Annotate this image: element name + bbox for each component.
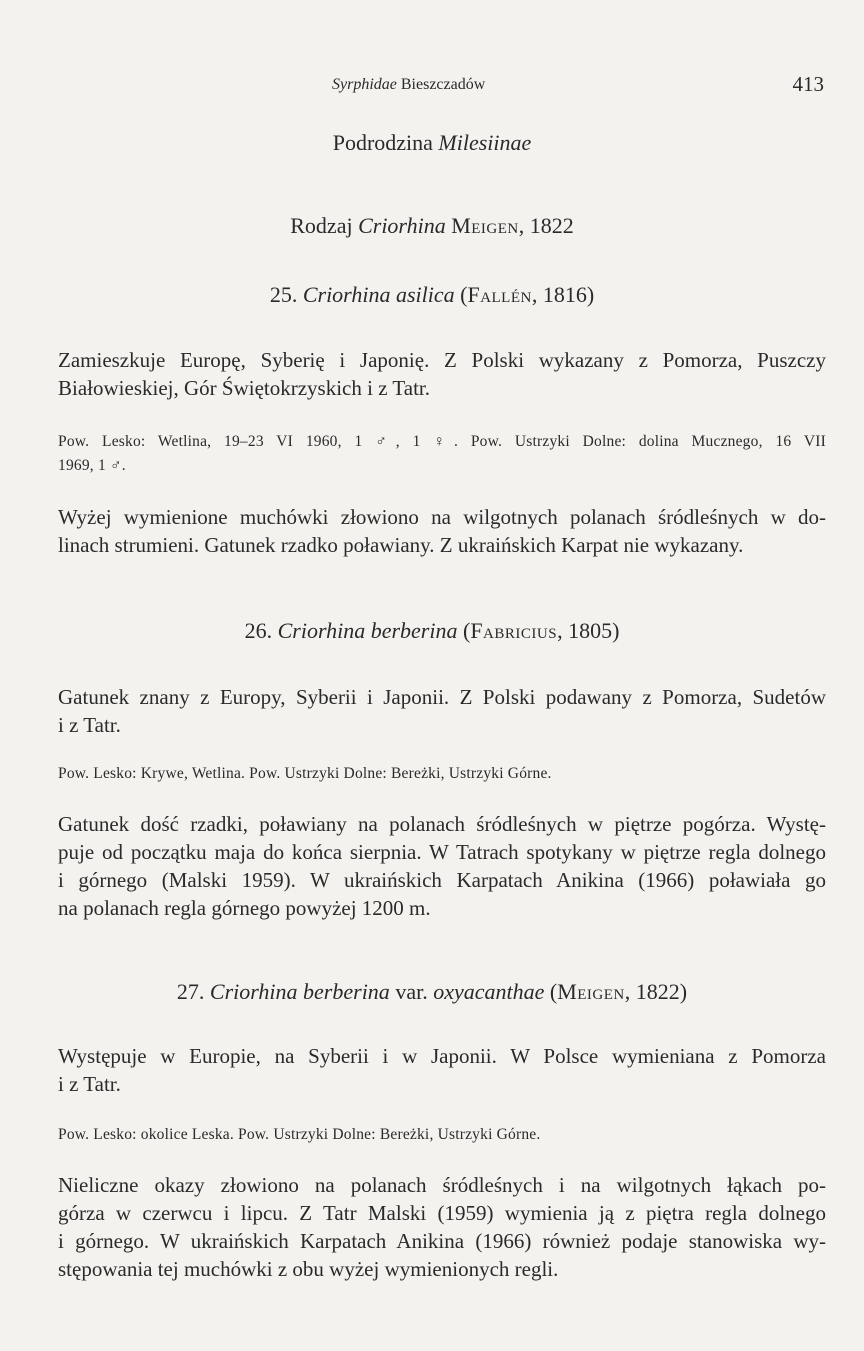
species-25-records: Pow. Lesko: Wetlina, 19–23 VI 1960, 1 ♂, 1 ♀. Pow. Ustrzyki Dolne: dolina Mucznego, 16 VII 1969, 1 ♂. bbox=[58, 433, 826, 474]
running-header bbox=[0, 72, 864, 100]
running-title-family: Syrphidae bbox=[332, 76, 397, 93]
species-27-notes: Nieliczne okazy złowiono na polanach śródleśnych i na wilgotnych łąkach po- górza w czerwcu i lipcu. Z Tatr Malski (1959) wymienia ją z piętra regla dolnego i górnego. W ukraińskich Karpatach Anikina (1966) również podaje stanowiska wy- stępowania tej muchówki z obu wyżej wymienionych regli. bbox=[58, 1173, 826, 1281]
species-25-heading: 25. Criorhina asilica (Fallén, 1816) bbox=[269, 282, 595, 307]
species-26-range: Gatunek znany z Europy, Syberii i Japonii. Z Polski podawany z Pomorza, Sudetów i z Tatr. bbox=[58, 685, 826, 737]
genus-heading: Rodzaj Criorhina Meigen, 1822 bbox=[290, 213, 574, 238]
page-number: 413 bbox=[792, 72, 824, 96]
running-title-region: Bieszczadów bbox=[396, 76, 486, 93]
subfamily-heading: Podrodzina Milesiinae bbox=[332, 130, 532, 155]
species-27-range: Występuje w Europie, na Syberii i w Japonii. W Polsce wymieniana z Pomorza i z Tatr. bbox=[58, 1044, 826, 1096]
species-25-notes: Wyżej wymienione muchówki złowiono na wilgotnych polanach śródleśnych w do- linach strumieni. Gatunek rzadko poławiany. Z ukraińskich Karpat nie wykazany. bbox=[58, 505, 826, 557]
species-27-records: Pow. Lesko: okolice Leska. Pow. Ustrzyki Dolne: Bereżki, Ustrzyki Górne. bbox=[58, 1126, 541, 1143]
species-26-records: Pow. Lesko: Krywe, Wetlina. Pow. Ustrzyki Dolne: Bereżki, Ustrzyki Górne. bbox=[58, 765, 552, 782]
running-title bbox=[332, 76, 485, 94]
species-26-notes: Gatunek dość rzadki, poławiany na polanach śródleśnych w piętrze pogórza. Wystę- puje od początku maja do końca sierpnia. W Tatrach spotykany w piętrze regla dolnego i górnego (Malski 1959). W ukraińskich Karpatach Anikina (1966) poławiała go na polanach regla górnego powyżej 1200 m. bbox=[58, 812, 826, 920]
species-26-heading: 26. Criorhina berberina (Fabricius, 1805) bbox=[244, 618, 620, 643]
species-25-range: Zamieszkuje Europę, Syberię i Japonię. Z Polski wykazany z Pomorza, Puszczy Białowieskiej, Gór Świętokrzyskich i z Tatr. bbox=[58, 348, 826, 400]
species-27-heading: 27. Criorhina berberina var. oxyacanthae (Meigen, 1822) bbox=[176, 979, 688, 1004]
